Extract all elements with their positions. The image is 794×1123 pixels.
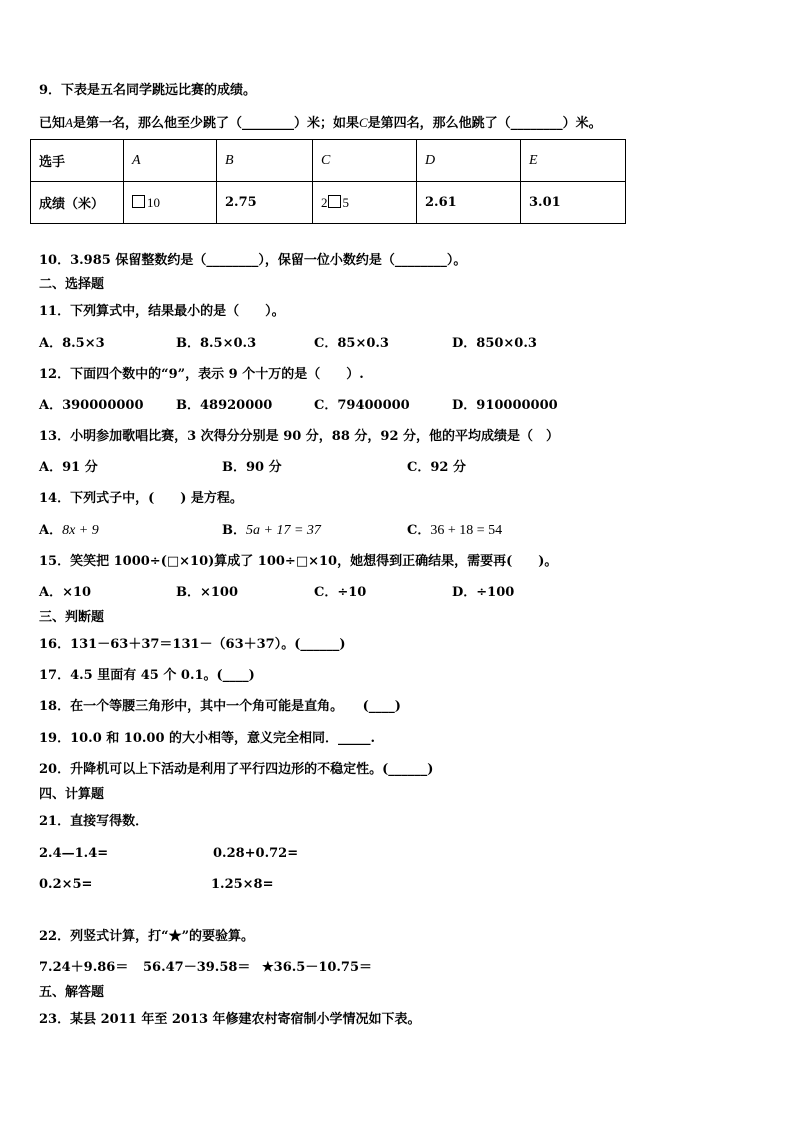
q13-option-a: A．91 分 <box>39 460 98 475</box>
blank-box-icon <box>132 195 145 208</box>
q14-text: 14．下列式子中，( ) 是方程。 <box>39 491 243 506</box>
q15-option-d: D．÷100 <box>452 585 515 600</box>
score-c-prefix: 2 <box>321 194 328 210</box>
q11-option-b: B．8.5×0.3 <box>176 336 257 351</box>
q12-option-c: C．79400000 <box>314 398 410 413</box>
q21-item-1: 2.4—1.4= <box>39 846 109 861</box>
q21-item-2: 0.28+0.72= <box>213 846 299 861</box>
q22-item-2: 56.47－39.58＝ <box>143 960 251 975</box>
table-row <box>31 182 626 224</box>
section-5-heading: 五、解答题 <box>39 985 105 1000</box>
q19-text: 19．10.0 和 10.00 的大小相等，意义完全相同．_____. <box>39 731 376 746</box>
q11-option-d: D．850×0.3 <box>452 336 537 351</box>
q14-option-a-math: 8x + 9 <box>62 523 99 538</box>
score-a-value: 10 <box>147 194 160 210</box>
q15-option-b: B．×100 <box>176 585 239 600</box>
q14-option-c <box>407 522 502 540</box>
q11-text: 11．下列算式中，结果最小的是（ ）。 <box>39 304 285 319</box>
q9-prompt-c: 是第四名，那么他跳了（________）米。 <box>367 116 602 131</box>
q22-item-3: ★36.5－10.75＝ <box>262 960 373 975</box>
score-c-suffix: 5 <box>342 194 349 210</box>
q9-prompt <box>39 114 602 133</box>
section-2-heading: 二、选择题 <box>39 277 105 292</box>
q11-option-c: C．85×0.3 <box>314 336 389 351</box>
q13-option-b: B．90 分 <box>222 460 282 475</box>
q14-option-a-label: A． <box>39 523 63 538</box>
blank-box-icon <box>328 195 341 208</box>
q9-prompt-a: 已知 <box>39 116 66 131</box>
q12-option-b: B．48920000 <box>176 398 273 413</box>
q9-var-a: A <box>65 115 73 130</box>
score-b: 2.75 <box>217 182 313 224</box>
candidate-d: D <box>417 140 521 182</box>
section-3-heading: 三、判断题 <box>39 610 105 625</box>
q13-text: 13．小明参加歌唱比赛，3 次得分分别是 90 分，88 分，92 分，他的平均成绩是（ ） <box>39 429 560 444</box>
q22-text: 22．列竖式计算，打“★”的要验算。 <box>39 929 255 944</box>
q14-option-b-label: B． <box>222 523 246 538</box>
q22-item-1: 7.24＋9.86＝ <box>39 960 129 975</box>
score-c <box>313 182 417 224</box>
candidate-c: C <box>313 140 417 182</box>
table-row <box>31 140 626 182</box>
q14-option-a <box>39 522 99 540</box>
q21-text: 21．直接写得数． <box>39 814 149 829</box>
section-4-heading: 四、计算题 <box>39 787 105 802</box>
q10-text: 10．3.985 保留整数约是（________），保留一位小数约是（________）。 <box>39 253 467 268</box>
q20-text: 20．升降机可以上下活动是利用了平行四边形的不稳定性。(______) <box>39 762 434 777</box>
score-a <box>124 182 217 224</box>
q11-option-a: A．8.5×3 <box>39 336 105 351</box>
table-row-label: 成绩（米） <box>31 182 124 224</box>
q12-option-d: D．910000000 <box>452 398 558 413</box>
candidate-e: E <box>521 140 626 182</box>
candidate-b: B <box>217 140 313 182</box>
table-header-label: 选手 <box>31 140 124 182</box>
q12-text: 12．下面四个数中的“9”，表示 9 个十万的是（ ）. <box>39 367 364 382</box>
q14-option-c-label: C． <box>407 523 431 538</box>
q14-option-c-math: 36 + 18 = 54 <box>430 523 503 538</box>
q17-text: 17．4.5 里面有 45 个 0.1。(____) <box>39 668 255 683</box>
q9-scores-table <box>30 139 626 224</box>
q9-var-c: C <box>358 115 368 130</box>
q15-option-c: C．÷10 <box>314 585 367 600</box>
q21-item-3: 0.2×5= <box>39 877 93 892</box>
q14-option-b-math: 5a + 17 = 37 <box>246 523 321 538</box>
q14-option-b <box>222 522 321 540</box>
q18-text: 18．在一个等腰三角形中，其中一个角可能是直角。 (____) <box>39 699 401 714</box>
score-d: 2.61 <box>417 182 521 224</box>
q9-title: 9．下表是五名同学跳远比赛的成绩。 <box>39 83 257 98</box>
q23-text: 23．某县 2011 年至 2013 年修建农村寄宿制小学情况如下表。 <box>39 1012 421 1027</box>
q16-text: 16．131－63＋37＝131－（63＋37）。(______) <box>39 637 346 652</box>
q15-option-a: A．×10 <box>39 585 92 600</box>
q21-item-4: 1.25×8= <box>211 877 274 892</box>
candidate-a: A <box>124 140 217 182</box>
q15-text: 15．笑笑把 1000÷(□×10)算成了 100÷□×10，她想得到正确结果，需要再( )。 <box>39 554 558 569</box>
q12-option-a: A．390000000 <box>39 398 144 413</box>
q9-prompt-b: 是第一名，那么他至少跳了（________）米；如果 <box>72 116 359 131</box>
q13-option-c: C．92 分 <box>407 460 466 475</box>
score-e: 3.01 <box>521 182 626 224</box>
